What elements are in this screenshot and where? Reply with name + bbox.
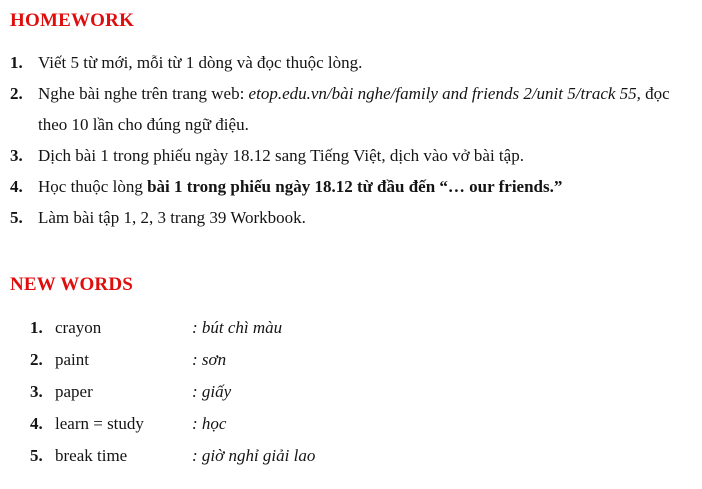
item-text: Dịch bài 1 trong phiếu ngày 18.12 sang Tiếng Việt, dịch vào vở bài tập. [38, 146, 524, 165]
vocab-word: crayon [55, 318, 102, 337]
item-number: 3. [10, 146, 23, 165]
item-text: Làm bài tập 1, 2, 3 trang 39 Workbook. [38, 208, 306, 227]
item-text-italic-url: etop.edu.vn/bài nghe/family and friends 2/unit 5/track 55, [248, 84, 641, 103]
vocab-row-paper [30, 376, 690, 408]
item-number: 4. [10, 177, 23, 196]
vocab-word: paint [55, 350, 89, 369]
vocab-word: learn = study [55, 414, 144, 433]
vocab-definition: : học [192, 414, 227, 433]
homework-item-2 [10, 78, 690, 140]
vocab-number: 5. [30, 446, 43, 465]
homework-heading: HOMEWORK [10, 10, 135, 31]
vocab-number: 1. [30, 318, 43, 337]
new-words-list [30, 312, 690, 472]
vocab-definition: : giờ nghỉ giải lao [192, 446, 316, 465]
item-number: 2. [10, 84, 23, 103]
vocab-row-learn [30, 408, 690, 440]
homework-list [10, 47, 690, 233]
vocab-row-break-time [30, 440, 690, 472]
item-text: Viết 5 từ mới, mỗi từ 1 dòng và đọc thuộc lòng. [38, 53, 363, 72]
vocab-word: break time [55, 446, 128, 465]
vocab-row-crayon [30, 312, 690, 344]
item-text [38, 78, 690, 140]
vocab-number: 4. [30, 414, 43, 433]
vocab-word: paper [55, 382, 93, 401]
vocab-definition: : giấy [192, 382, 232, 401]
item-text-regular: đọc theo 10 lần cho đúng ngữ điệu. [38, 84, 670, 134]
homework-item-3 [10, 140, 690, 171]
item-text [38, 171, 690, 202]
item-text-bold: bài 1 trong phiếu ngày 18.12 từ đầu đến “… our friends.” [147, 177, 563, 196]
vocab-row-paint [30, 344, 690, 376]
homework-item-4 [10, 171, 690, 202]
new-words-heading: NEW WORDS [10, 274, 134, 295]
homework-item-1 [10, 47, 690, 78]
vocab-definition: : bút chì màu [192, 318, 283, 337]
vocab-number: 3. [30, 382, 43, 401]
item-number: 5. [10, 208, 23, 227]
item-text-regular: Học thuộc lòng [38, 177, 148, 196]
item-text-regular: Nghe bài nghe trên trang web: [38, 84, 249, 103]
item-number: 1. [10, 53, 23, 72]
vocab-number: 2. [30, 350, 43, 369]
vocab-definition: : sơn [192, 350, 227, 369]
homework-item-5 [10, 202, 690, 233]
